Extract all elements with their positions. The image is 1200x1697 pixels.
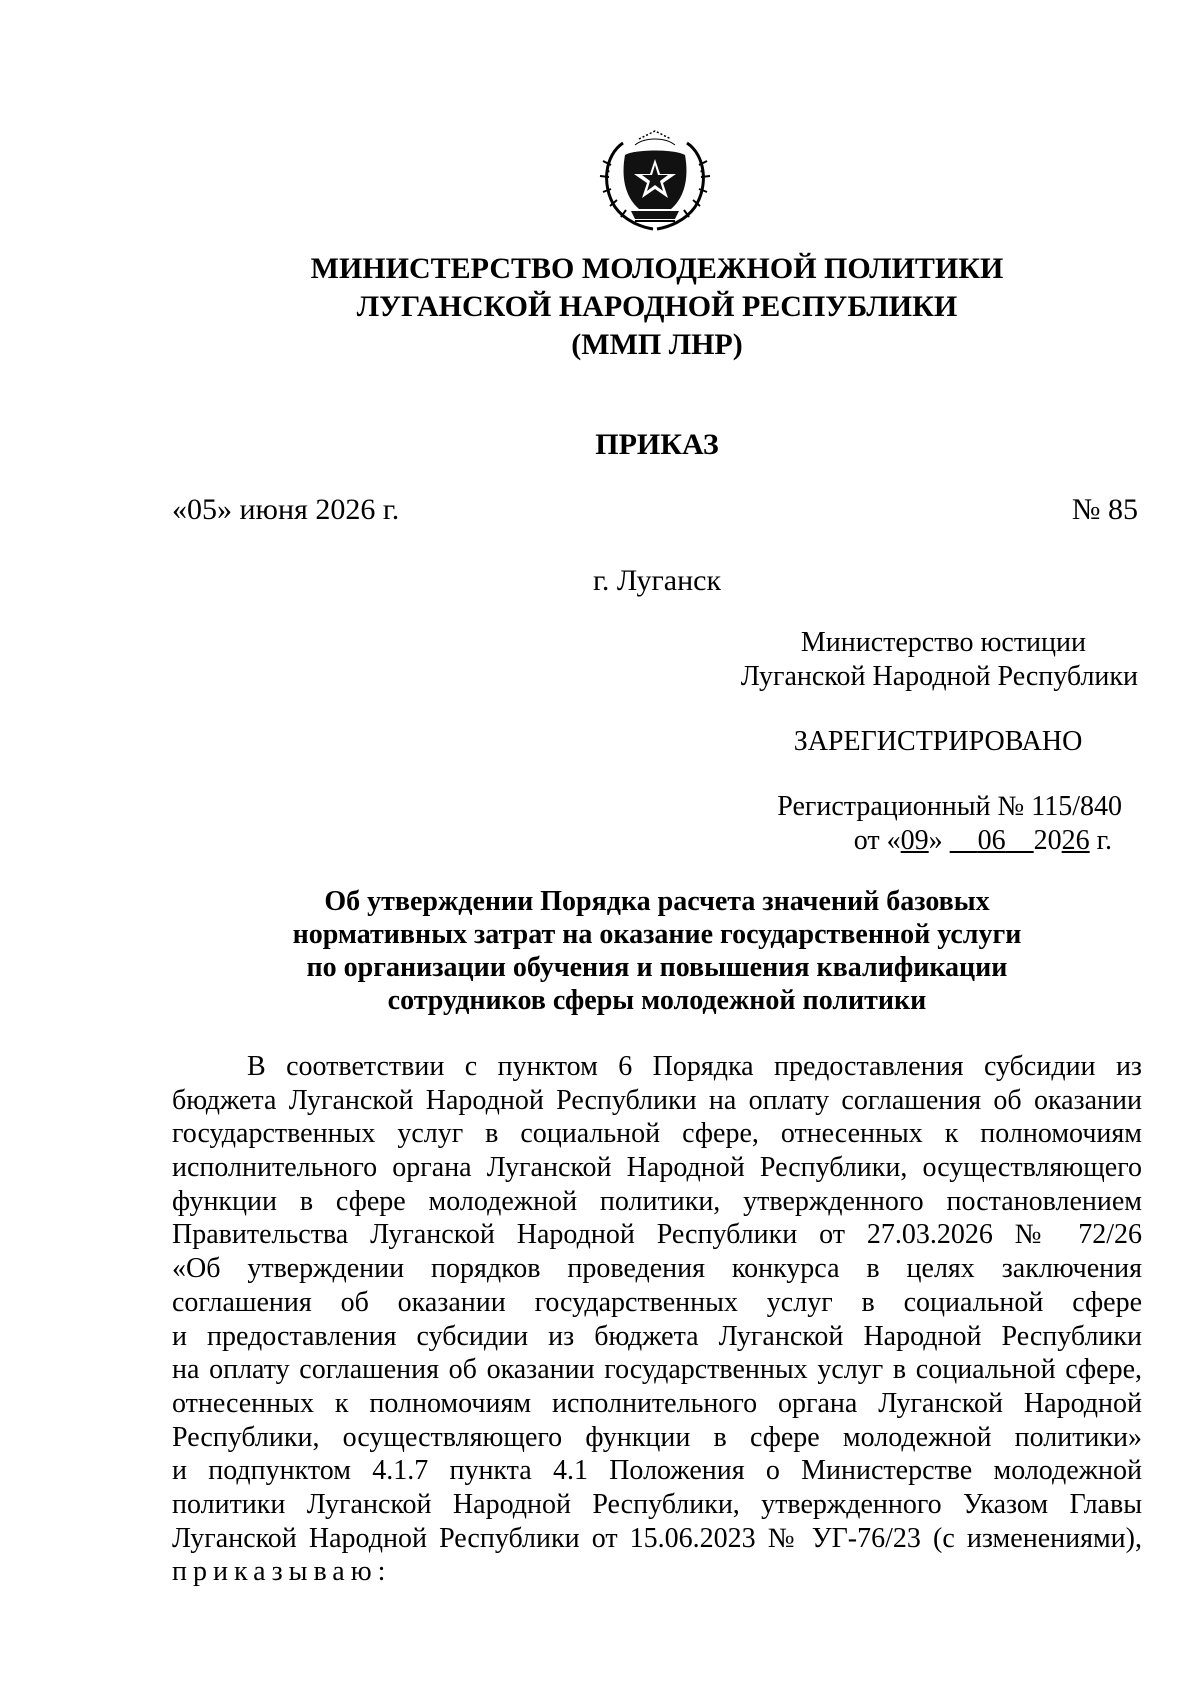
subject-line3: по организации обучения и повышения квалификации <box>306 952 1008 983</box>
registration-date <box>652 824 1112 858</box>
body-line: бюджета Луганской Народной Республики на оплату соглашения об оказании <box>172 1084 1142 1116</box>
subject-line1: Об утверждении Порядка расчета значений базовых <box>324 886 990 917</box>
body-line: В соответствии с пунктом 6 Порядка предоставления субсидии из <box>247 1051 1142 1082</box>
body-line: «Об утверждении порядков проведения конкурса в целях заключения <box>172 1253 1142 1285</box>
ministry-abbreviation: (ММП ЛНР) <box>571 328 743 361</box>
body-line: и предоставления субсидии из бюджета Луганской Народной Республики <box>172 1320 1142 1352</box>
registration-number: Регистрационный № 115/840 <box>777 791 1122 822</box>
ministry-name-line1: МИНИСТЕРСТВО МОЛОДЕЖНОЙ ПОЛИТИКИ <box>310 252 1004 285</box>
body-line: и подпунктом 4.1.7 пункта 4.1 Положения о Министерстве молодежной <box>172 1455 1142 1487</box>
order-date: «05» июня 2026 г. <box>172 493 400 526</box>
registration-ministry <box>678 626 1138 694</box>
registration-date-month <box>950 825 1034 856</box>
registration-date-year-a: 20 <box>1033 825 1062 856</box>
registration-ministry-line1: Министерство юстиции <box>800 627 1086 658</box>
registration-ministry-line2: Луганской Народной Республики <box>740 661 1138 692</box>
city: г. Луганск <box>592 564 722 597</box>
document-type-title: ПРИКАЗ <box>595 428 719 461</box>
body-line: Республики, осуществляющего функции в сфере молодежной политики» <box>172 1421 1142 1453</box>
ministry-name-line2: ЛУГАНСКОЙ НАРОДНОЙ РЕСПУБЛИКИ <box>356 290 958 323</box>
body-line: отнесенных к полномочиям исполнительного органа Луганской Народной <box>172 1387 1142 1419</box>
registration-date-suffix: г. <box>1089 825 1112 856</box>
subject-line4: сотрудников сферы молодежной политики <box>387 985 927 1016</box>
body-line: политики Луганской Народной Республики, утвержденного Указом Главы <box>172 1488 1142 1520</box>
body-line: государственных услуг в социальной сфере, отнесенных к полномочиям <box>172 1118 1142 1150</box>
ministry-name <box>172 250 1142 364</box>
coat-of-arms-emblem <box>595 125 715 235</box>
order-command: приказываю: <box>172 1556 392 1588</box>
subject-line2: нормативных затрат на оказание государственной услуги <box>292 919 1022 950</box>
order-number: № 85 <box>1071 493 1138 526</box>
registration-date-day: 09 <box>900 825 929 856</box>
body-line: соглашения об оказании государственных услуг в социальной сфере <box>172 1286 1142 1318</box>
body-line: исполнительного органа Луганской Народной Республики, осуществляющего <box>172 1152 1142 1184</box>
order-subject <box>172 885 1142 1017</box>
registration-date-mid: » <box>928 825 950 856</box>
registration-status: ЗАРЕГИСТРИРОВАНО <box>793 726 1083 757</box>
body-line: Правительства Луганской Народной Республики от 27.03.2026 № 72/26 <box>172 1219 1142 1251</box>
registration-date-year-b: 26 <box>1061 825 1090 856</box>
body-paragraph <box>172 1050 1142 1589</box>
registration-date-prefix: от « <box>853 825 901 856</box>
registration-date-month-value: 06 <box>977 825 1006 856</box>
body-line: функции в сфере молодежной политики, утвержденного постановлением <box>172 1185 1142 1217</box>
body-line: Луганской Народной Республики от 15.06.2023 № УГ-76/23 (с изменениями), <box>172 1522 1142 1554</box>
body-line: на оплату соглашения об оказании государственных услуг в социальной сфере, <box>172 1354 1142 1386</box>
